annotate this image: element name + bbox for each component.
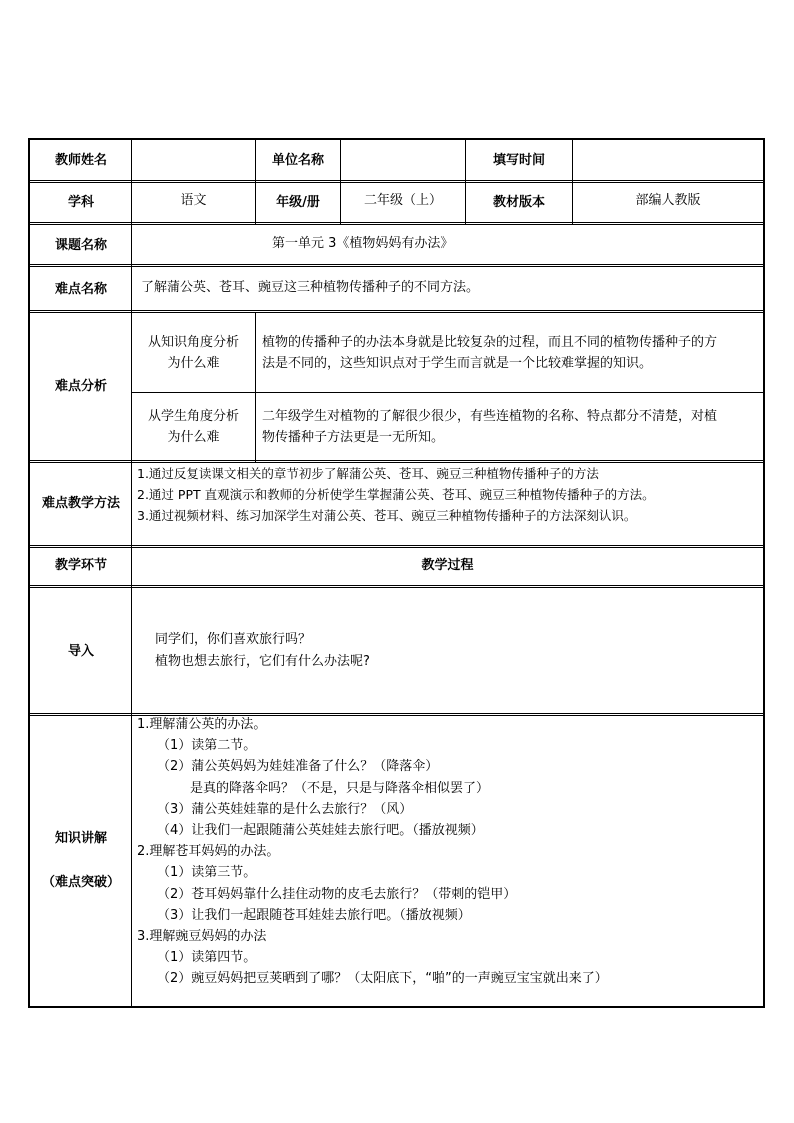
fill-time-label: 填写时间 [492,153,545,168]
process-header: 教学过程 [421,558,474,573]
subject-value: 语文 [180,193,207,208]
stage-header: 教学环节 [54,558,107,573]
intro-line: 植物也想去旅行，它们有什么办法呢? [155,654,370,669]
knowledge-content [137,714,608,990]
knowledge-line: 1.理解蒲公英的办法。 [137,717,267,732]
difficulty-label: 难点名称 [54,282,107,297]
grade-value: 二年级（上） [363,193,442,208]
student-angle-text-line: 二年级学生对植物的了解很少很少，有些连植物的名称、特点都分不清楚，对植 [262,409,718,424]
knowledge-sublabel: （难点突破） [41,875,120,890]
method-item: 2.通过 PPT 直观演示和教师的分析使学生掌握蒲公英、苍耳、豌豆三种植物传播种子的方法。 [137,487,655,502]
analysis-label: 难点分析 [54,379,107,394]
row-divider [30,585,763,588]
knowledge-angle-label-line: 为什么难 [167,356,220,371]
knowledge-line: （1）读第四节。 [157,950,257,966]
student-angle-text [262,406,717,448]
difficulty-value: 了解蒲公英、苍耳、豌豆这三种植物传播种子的不同方法。 [141,280,480,295]
row-divider [30,222,763,225]
knowledge-angle-text-line: 法是不同的，这些知识点对于学生而言就是一个比较难掌握的知识。 [262,356,653,371]
knowledge-line: 2.理解苍耳妈妈的办法。 [137,844,280,860]
intro-line: 同学们，你们喜欢旅行吗？ [155,632,312,647]
row-divider [30,264,763,267]
student-angle-label [132,406,255,448]
student-angle-label-line: 为什么难 [167,430,220,445]
topic-label: 课题名称 [54,238,107,253]
intro-text [155,629,370,673]
knowledge-angle-label [132,332,255,374]
knowledge-angle-text-line: 植物的传播种子的办法本身就是比较复杂的过程，而且不同的植物传播种子的方 [262,335,718,350]
column-divider [572,140,573,224]
knowledge-line: （2）豌豆妈妈把豆荚晒到了哪？（太阳底下，“啪”的一声豌豆宝宝就出来了） [157,971,608,987]
knowledge-line: 是真的降落伞吗？（不是，只是与降落伞相似罢了） [190,780,490,796]
row-divider [131,392,763,393]
method-item: 3.通过视频材料、练习加深学生对蒲公英、苍耳、豌豆三种植物传播种子的方法深刻认识。 [137,508,637,523]
knowledge-label: 知识讲解 [54,831,107,846]
method-label: 难点教学方法 [41,496,120,511]
knowledge-line: （3）蒲公英娃娃靠的是什么去旅行？（风） [157,801,413,817]
teacher-name-label: 教师姓名 [54,153,107,168]
knowledge-angle-label-line: 从知识角度分析 [147,335,239,350]
knowledge-line: （3）让我们一起跟随苍耳娃娃去旅行吧。（播放视频） [157,907,471,923]
edition-label: 教材版本 [492,195,545,210]
row-divider [30,310,763,313]
subject-label: 学科 [67,195,94,210]
column-divider [340,140,341,224]
row-divider [30,545,763,548]
knowledge-line: 3.理解豌豆妈妈的办法 [137,929,267,945]
unit-name-label: 单位名称 [271,153,324,168]
topic-value: 第一单元 3《植物妈妈有办法》 [272,236,454,251]
student-angle-label-line: 从学生角度分析 [147,409,239,424]
student-angle-text-line: 物传播种子方法更是一无所知。 [262,430,445,445]
intro-label: 导入 [67,644,94,659]
row-divider [30,180,763,183]
knowledge-line: （2）苍耳妈妈靠什么挂住动物的皮毛去旅行？（带刺的铠甲） [157,886,517,902]
method-list [137,463,655,526]
knowledge-line: （1）读第三节。 [157,865,257,881]
knowledge-line: （1）读第二节。 [157,738,257,754]
edition-value: 部编人教版 [635,193,701,208]
method-item: 1.通过反复读课文相关的章节初步了解蒲公英、苍耳、豌豆三种植物传播种子的方法 [137,466,599,481]
knowledge-line: （2）蒲公英妈妈为娃娃准备了什么？（降落伞） [157,759,439,775]
knowledge-line: （4）让我们一起跟随蒲公英娃娃去旅行吧。（播放视频） [157,823,484,839]
column-divider [255,312,256,462]
knowledge-angle-text [262,332,717,374]
grade-label: 年级/册 [276,195,320,210]
